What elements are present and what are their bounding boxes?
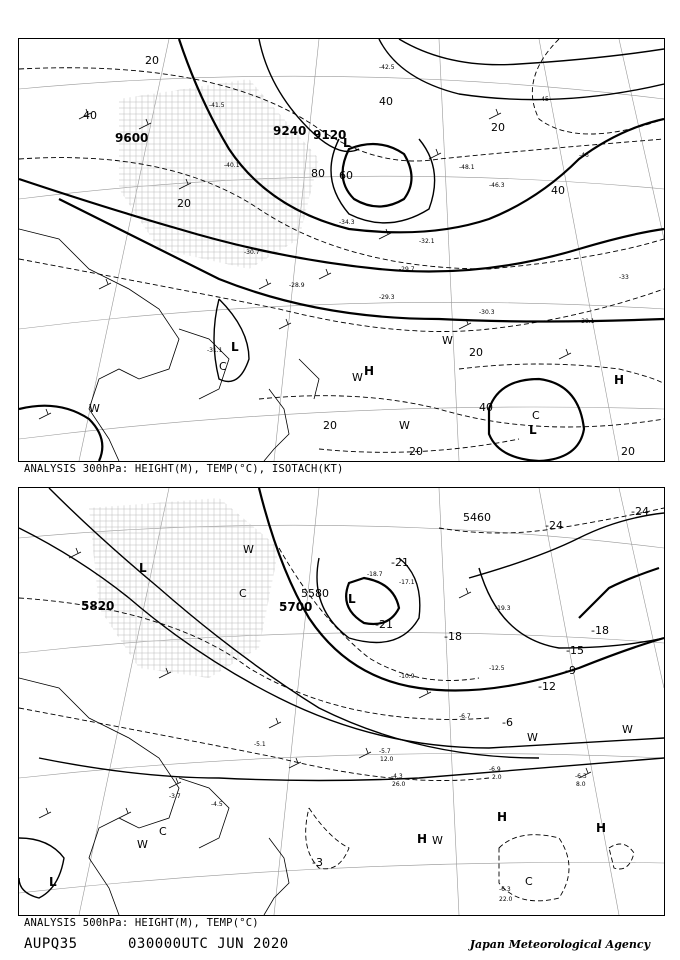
height-label: 9120 — [313, 128, 347, 142]
svg-text:-5.1: -5.1 — [254, 741, 266, 748]
valid-time: 030000UTC JUN 2020 — [128, 936, 289, 952]
height-label: 5460 — [463, 511, 491, 524]
svg-text:-19.3: -19.3 — [495, 605, 511, 612]
isotach-label: 60 — [339, 169, 353, 182]
isotherm-label: -15 — [566, 644, 584, 657]
isotherm-label: -24 — [631, 505, 649, 518]
svg-text:-10.9: -10.9 — [399, 673, 415, 680]
high-center: H — [614, 373, 625, 387]
low-center: L — [343, 136, 351, 150]
high-center: H — [497, 810, 508, 824]
isotach-label: 20 — [491, 121, 505, 134]
isotach-label: 40 — [551, 184, 565, 197]
svg-text:-6.3: -6.3 — [575, 773, 587, 780]
warm-center: W — [137, 838, 148, 851]
isotherm-label: -6 — [502, 716, 513, 729]
height-label: 5700 — [279, 600, 313, 614]
svg-text:-4.3: -4.3 — [391, 773, 403, 780]
isotach-label: 20 — [469, 346, 483, 359]
low-center: L — [348, 592, 356, 606]
svg-text:12.0: 12.0 — [380, 756, 394, 763]
isotach-label: 80 — [311, 167, 325, 180]
height-label: 5820 — [81, 599, 115, 613]
svg-text:-46.3: -46.3 — [489, 182, 505, 189]
svg-text:-28.9: -28.9 — [289, 282, 305, 289]
isotach-label: 20 — [177, 197, 191, 210]
isotach-label: 20 — [145, 54, 159, 67]
cold-center: C — [525, 875, 533, 888]
svg-text:-45: -45 — [539, 96, 549, 103]
warm-center: W — [432, 834, 443, 847]
isotach-label: 20 — [323, 419, 337, 432]
low-center: L — [139, 561, 147, 575]
isotherm-label: -3 — [312, 856, 323, 869]
svg-text:-12.5: -12.5 — [489, 665, 505, 672]
cold-center: C — [159, 825, 167, 838]
agency-credit: Japan Meteorological Agency — [469, 938, 650, 951]
caption-500hpa: ANALYSIS 500hPa: HEIGHT(M), TEMP(°C) — [24, 917, 259, 929]
height-label: 5580 — [301, 587, 329, 600]
svg-text:-34.3: -34.3 — [339, 219, 355, 226]
high-center: H — [417, 832, 428, 846]
svg-text:26.0: 26.0 — [392, 781, 406, 788]
map-500hpa-svg — [19, 488, 664, 915]
caption-300hpa: ANALYSIS 300hPa: HEIGHT(M), TEMP(°C), ISOTACH(KT) — [24, 463, 344, 475]
svg-text:-40.1: -40.1 — [224, 162, 240, 169]
isotach-label: 20 — [621, 445, 635, 458]
svg-text:-31.1: -31.1 — [207, 347, 223, 354]
svg-text:-3.7: -3.7 — [169, 793, 181, 800]
svg-text:-30.1: -30.1 — [579, 318, 595, 325]
svg-text:-29.7: -29.7 — [399, 266, 415, 273]
isotach-label: 40 — [479, 401, 493, 414]
cold-center: C — [532, 409, 540, 422]
svg-text:-46: -46 — [579, 152, 589, 159]
warm-center: W — [352, 371, 363, 384]
isotherm-label: -21 — [375, 618, 393, 631]
map-panel-500hpa — [18, 487, 665, 916]
coastlines — [19, 229, 319, 461]
isotherm-label: -9 — [565, 664, 576, 677]
svg-text:-6.7: -6.7 — [459, 713, 471, 720]
warm-center: W — [89, 402, 100, 415]
isotach-label: 20 — [409, 445, 423, 458]
svg-text:-17.1: -17.1 — [399, 579, 415, 586]
warm-center: W — [243, 543, 254, 556]
height-label: 9240 — [273, 124, 307, 138]
warm-center: W — [399, 419, 410, 432]
svg-text:-29.3: -29.3 — [379, 294, 395, 301]
warm-center: W — [442, 334, 453, 347]
isotherm-label: -24 — [545, 519, 563, 532]
isotherm-label: -12 — [538, 680, 556, 693]
high-center: H — [596, 821, 607, 835]
svg-text:-41.5: -41.5 — [209, 102, 225, 109]
svg-text:-33: -33 — [619, 274, 629, 281]
low-center: L — [529, 423, 537, 437]
isotach-label: 40 — [379, 95, 393, 108]
height-label: 9600 — [115, 131, 149, 145]
isotherm-label: -21 — [391, 556, 409, 569]
isotherm-label: -18 — [591, 624, 609, 637]
svg-text:8.0: 8.0 — [576, 781, 586, 788]
map-panel-300hpa — [18, 38, 665, 462]
svg-text:-4.5: -4.5 — [211, 801, 223, 808]
svg-text:-48.1: -48.1 — [459, 164, 475, 171]
map-300hpa-svg — [19, 39, 664, 461]
coastlines — [19, 678, 289, 915]
warm-center: W — [622, 723, 633, 736]
low-center: L — [231, 340, 239, 354]
low-center: L — [49, 875, 57, 889]
svg-text:-18.7: -18.7 — [367, 571, 383, 578]
isotach-label: 40 — [83, 109, 97, 122]
svg-text:2.0: 2.0 — [492, 774, 502, 781]
svg-text:-5.7: -5.7 — [379, 748, 391, 755]
svg-text:-6.3: -6.3 — [499, 886, 511, 893]
isotherm-label: -18 — [444, 630, 462, 643]
height-contours — [19, 39, 664, 461]
graticule — [19, 39, 664, 461]
cold-center: C — [239, 587, 247, 600]
bulletin-code: AUPQ35 — [24, 936, 78, 952]
svg-text:-30.3: -30.3 — [479, 309, 495, 316]
svg-text:-42.5: -42.5 — [379, 64, 395, 71]
svg-text:22.0: 22.0 — [499, 896, 513, 903]
cold-center: C — [219, 360, 227, 373]
high-center: H — [364, 364, 375, 378]
moist-shading — [89, 498, 279, 678]
svg-text:-30.7: -30.7 — [244, 249, 260, 256]
svg-text:-6.9: -6.9 — [489, 766, 501, 773]
svg-text:-32.1: -32.1 — [419, 238, 435, 245]
warm-center: W — [527, 731, 538, 744]
